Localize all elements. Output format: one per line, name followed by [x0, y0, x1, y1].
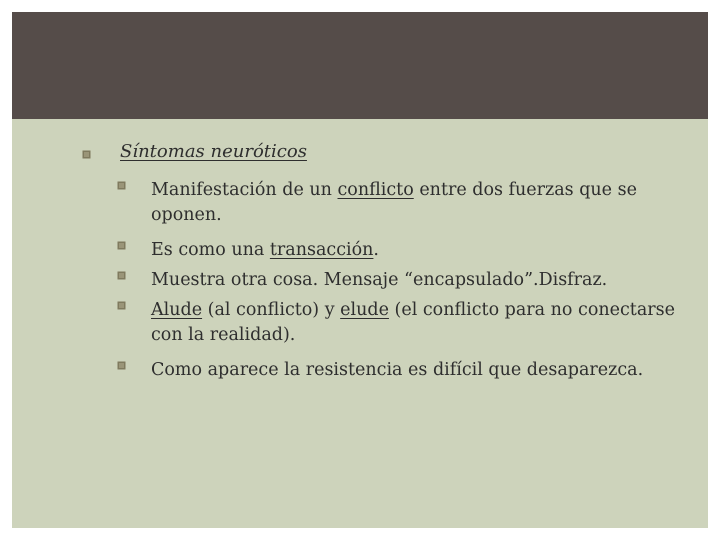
square-bullet-icon [117, 301, 126, 310]
list-item [151, 178, 651, 228]
list-item [151, 358, 701, 383]
item-emphasis: transacción [269, 240, 374, 260]
square-bullet-icon [82, 150, 91, 159]
item-text: Como aparece la resistencia es difícil que desaparezca. [151, 360, 644, 380]
square-bullet-icon [117, 361, 126, 370]
square-bullet-icon [117, 181, 126, 190]
slide [12, 12, 708, 528]
item-text: entre dos fuerzas que se oponen. [151, 180, 637, 225]
item-text: (al conflicto) y [202, 300, 341, 320]
list-item [151, 268, 701, 293]
list-item [151, 238, 701, 263]
section-title: Síntomas neuróticos [120, 141, 307, 162]
square-bullet-icon [117, 271, 126, 280]
square-bullet-icon [117, 241, 126, 250]
item-text: (el conflicto para no conectarse con la realidad). [151, 300, 675, 345]
item-text: Es como una [151, 240, 270, 260]
slide-header-bar [12, 12, 708, 119]
item-emphasis: conflicto [337, 180, 414, 200]
item-text: Muestra otra cosa. Mensaje “encapsulado”.Disfraz. [151, 270, 608, 290]
item-emphasis: Alude [151, 300, 203, 320]
item-text: . [373, 240, 379, 260]
item-text: Manifestación de un [151, 180, 338, 200]
list-item [151, 298, 701, 348]
slide-body [12, 119, 708, 528]
item-emphasis: elude [340, 300, 389, 320]
